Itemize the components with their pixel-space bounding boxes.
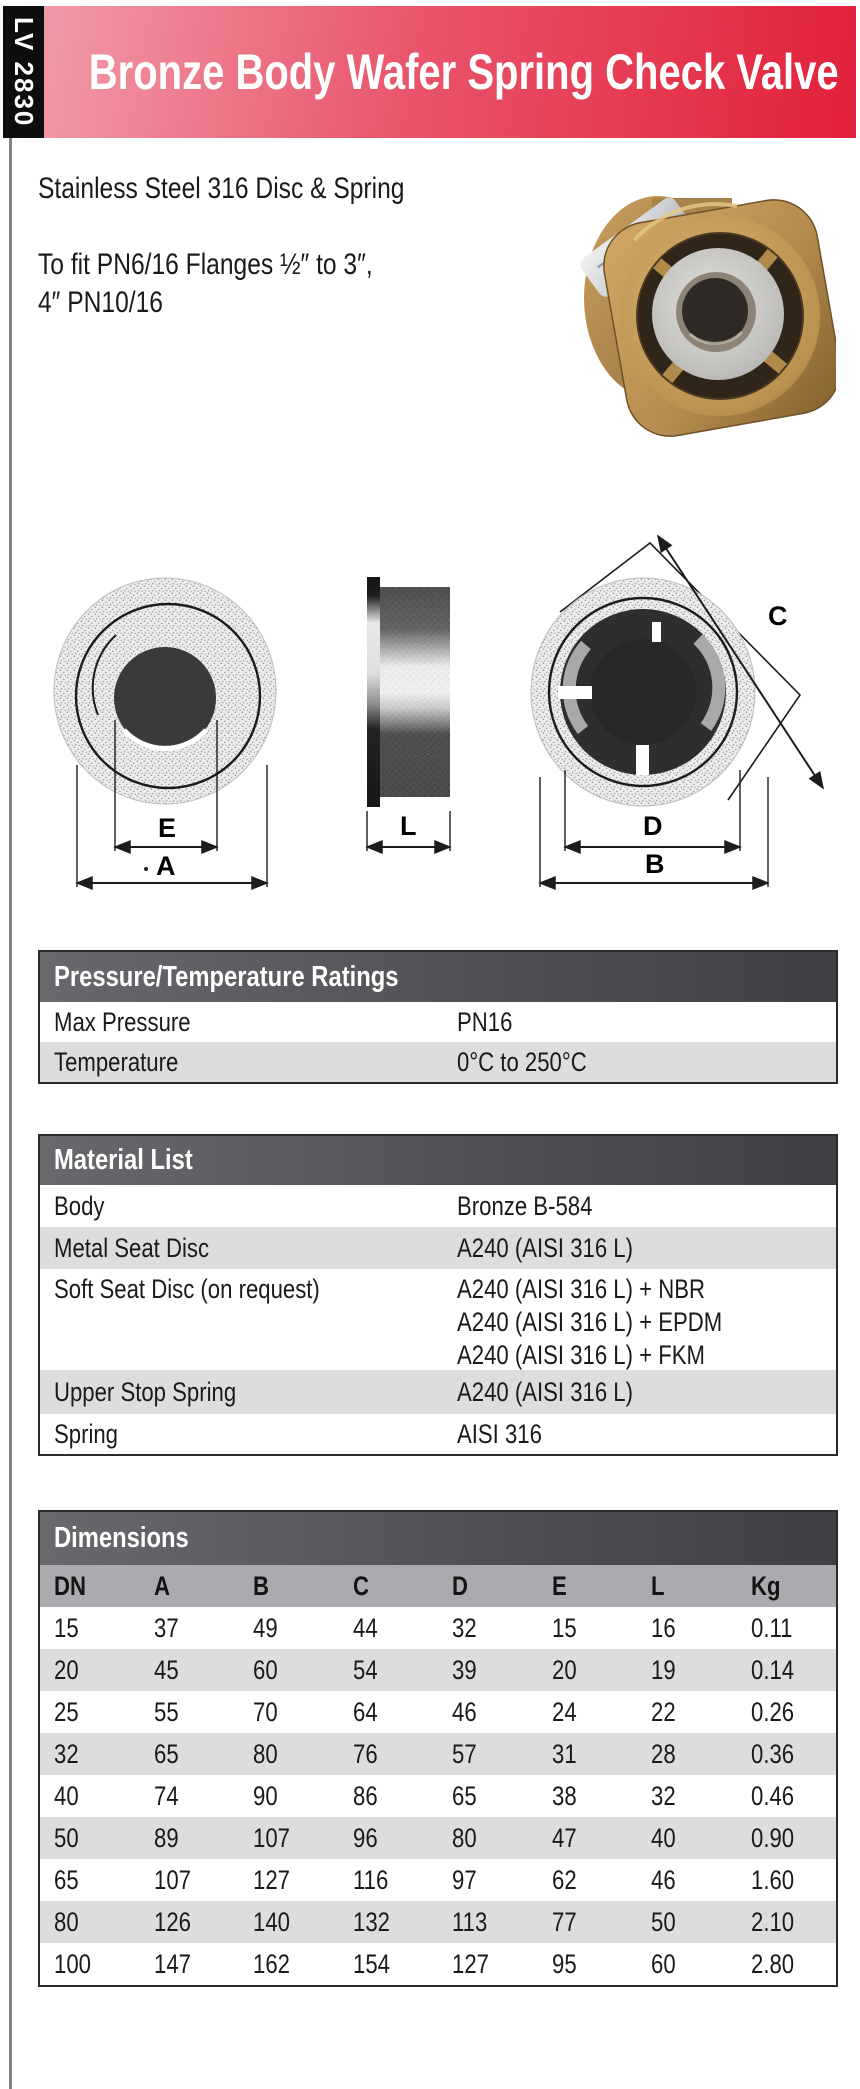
table-cell: 57 — [452, 1738, 477, 1769]
table-row — [40, 1269, 836, 1370]
table-cell: 32 — [452, 1612, 477, 1643]
table-cell: 16 — [651, 1612, 676, 1643]
column-label: DN — [54, 1570, 86, 1601]
table-cell: 154 — [352, 1948, 390, 1979]
row-label: Spring — [54, 1418, 118, 1449]
table-cell: 116 — [352, 1864, 388, 1895]
drawing-side-view — [367, 577, 450, 851]
table-cell: 65 — [54, 1864, 79, 1895]
table-cell: 80 — [452, 1822, 477, 1853]
table-cell: 77 — [551, 1906, 577, 1937]
column-label: C — [352, 1570, 369, 1601]
column-label: A — [153, 1570, 170, 1601]
table-cell: 24 — [551, 1696, 577, 1727]
table-cell: 1.60 — [750, 1864, 794, 1895]
table-cell: 28 — [651, 1738, 676, 1769]
table-cell: 19 — [651, 1654, 676, 1685]
table-cell: 100 — [54, 1948, 91, 1979]
table-row — [40, 1775, 836, 1817]
table-cell: 50 — [651, 1906, 676, 1937]
table-row — [40, 1943, 836, 1985]
model-code-tab — [3, 6, 44, 138]
table-row — [40, 1185, 836, 1227]
table-cell: 0.11 — [750, 1612, 792, 1643]
table-cell: 0.46 — [750, 1780, 794, 1811]
row-value: A240 (AISI 316 L) + FKM — [457, 1340, 705, 1370]
table-cell: 76 — [352, 1738, 378, 1769]
table-cell: 127 — [452, 1948, 489, 1979]
table-cell: 89 — [153, 1822, 179, 1853]
product-photo — [572, 148, 836, 470]
column-label: B — [253, 1570, 269, 1601]
title-banner — [44, 6, 856, 138]
table-cell: 20 — [551, 1654, 577, 1685]
row-value: PN16 — [457, 1006, 513, 1037]
table-row — [40, 1607, 836, 1649]
table-cell: 113 — [452, 1906, 488, 1937]
table-cell: 107 — [253, 1822, 290, 1853]
dimensions-table-header — [40, 1512, 836, 1565]
dimensions-table-title: Dimensions — [54, 1522, 189, 1554]
table-cell: 65 — [153, 1738, 179, 1769]
table-cell: 15 — [551, 1612, 577, 1643]
table-row — [40, 1414, 836, 1454]
table-row — [40, 1227, 836, 1269]
valve-photo-group — [577, 193, 836, 443]
pressure-table — [38, 950, 838, 1084]
technical-drawing — [38, 515, 838, 900]
table-cell: 2.80 — [750, 1948, 794, 1979]
dimensions-column-header — [40, 1565, 836, 1607]
column-label: E — [551, 1570, 567, 1601]
table-cell: 44 — [352, 1612, 378, 1643]
table-cell: 2.10 — [750, 1906, 794, 1937]
table-cell: 45 — [153, 1654, 179, 1685]
table-cell: 15 — [54, 1612, 79, 1643]
table-cell: 49 — [253, 1612, 278, 1643]
dim-label-a: A — [156, 851, 176, 881]
row-value: AISI 316 — [457, 1418, 542, 1449]
dim-label-d: D — [643, 811, 663, 841]
drawing-back-view — [531, 536, 823, 887]
row-label: Metal Seat Disc — [54, 1232, 210, 1263]
page-title: Bronze Body Wafer Spring Check Valve — [88, 44, 839, 100]
table-cell: 64 — [352, 1696, 378, 1727]
table-cell: 31 — [551, 1738, 577, 1769]
table-cell: 140 — [253, 1906, 290, 1937]
row-value: A240 (AISI 316 L) — [457, 1376, 634, 1407]
model-code: LV 2830 — [9, 16, 39, 128]
dim-label-l: L — [400, 811, 417, 841]
table-row — [40, 1042, 836, 1082]
table-cell: 126 — [153, 1906, 191, 1937]
table-cell: 46 — [651, 1864, 676, 1895]
table-row — [40, 1649, 836, 1691]
table-cell: 60 — [253, 1654, 278, 1685]
column-label: L — [651, 1570, 665, 1601]
dimensions-table — [38, 1510, 838, 1987]
dim-label-c: C — [768, 601, 788, 631]
table-cell: 96 — [352, 1822, 378, 1853]
pressure-table-header — [40, 952, 836, 1002]
table-cell: 39 — [452, 1654, 477, 1685]
row-value: 0°C to 250°C — [457, 1046, 587, 1077]
row-value: Bronze B-584 — [457, 1190, 593, 1221]
table-cell: 20 — [54, 1654, 79, 1685]
row-label: Temperature — [54, 1046, 179, 1077]
table-cell: 62 — [551, 1864, 577, 1895]
table-cell: 46 — [452, 1696, 477, 1727]
table-cell: 54 — [352, 1654, 378, 1685]
table-cell: 132 — [352, 1906, 390, 1937]
table-cell: 50 — [54, 1822, 79, 1853]
table-cell: 0.26 — [750, 1696, 794, 1727]
table-row — [40, 1370, 836, 1414]
table-cell: 25 — [54, 1696, 79, 1727]
table-cell: 86 — [352, 1780, 378, 1811]
material-table-title: Material List — [54, 1144, 193, 1176]
table-cell: 0.90 — [750, 1822, 794, 1853]
table-cell: 107 — [153, 1864, 191, 1895]
row-label: Soft Seat Disc (on request) — [54, 1274, 320, 1304]
table-cell: 90 — [253, 1780, 278, 1811]
intro-line-2: To fit PN6/16 Flanges ½″ to 3″, 4″ PN10/16 — [38, 248, 373, 319]
table-row — [40, 1901, 836, 1943]
table-cell: 70 — [253, 1696, 278, 1727]
material-table-header — [40, 1136, 836, 1185]
table-cell: 60 — [651, 1948, 676, 1979]
table-row — [40, 1733, 836, 1775]
row-label: Upper Stop Spring — [54, 1376, 237, 1407]
row-label: Max Pressure — [54, 1006, 191, 1037]
pressure-table-title: Pressure/Temperature Ratings — [54, 960, 399, 993]
dim-label-e: E — [158, 813, 177, 843]
table-row — [40, 1002, 836, 1042]
table-cell: 95 — [551, 1948, 577, 1979]
left-margin-rule — [9, 138, 12, 2089]
table-cell: 40 — [651, 1822, 676, 1853]
table-row — [40, 1691, 836, 1733]
table-cell: 127 — [253, 1864, 290, 1895]
table-cell: 40 — [54, 1780, 79, 1811]
table-cell: 22 — [651, 1696, 676, 1727]
row-value: A240 (AISI 316 L) — [457, 1232, 634, 1263]
table-cell: 0.14 — [750, 1654, 794, 1685]
table-cell: 0.36 — [750, 1738, 794, 1769]
table-row — [40, 1817, 836, 1859]
table-cell: 74 — [153, 1780, 179, 1811]
row-value: A240 (AISI 316 L) + NBR — [457, 1274, 705, 1304]
table-cell: 65 — [452, 1780, 477, 1811]
table-cell: 97 — [452, 1864, 477, 1895]
table-cell: 80 — [54, 1906, 79, 1937]
intro-line-1: Stainless Steel 316 Disc & Spring — [38, 172, 405, 205]
table-row — [40, 1859, 836, 1901]
table-cell: 38 — [551, 1780, 577, 1811]
table-cell: 80 — [253, 1738, 278, 1769]
table-cell: 32 — [54, 1738, 79, 1769]
table-cell: 37 — [153, 1612, 179, 1643]
column-label: Kg — [750, 1570, 781, 1601]
column-label: D — [452, 1570, 468, 1601]
material-table — [38, 1134, 838, 1456]
table-cell: 47 — [551, 1822, 577, 1853]
table-cell: 32 — [651, 1780, 676, 1811]
row-label: Body — [54, 1190, 105, 1221]
table-cell: 55 — [153, 1696, 179, 1727]
table-cell: 162 — [253, 1948, 290, 1979]
table-cell: 147 — [153, 1948, 191, 1979]
dim-label-b: B — [645, 849, 665, 879]
row-value: A240 (AISI 316 L) + EPDM — [457, 1307, 723, 1337]
drawing-front-view — [54, 578, 276, 887]
